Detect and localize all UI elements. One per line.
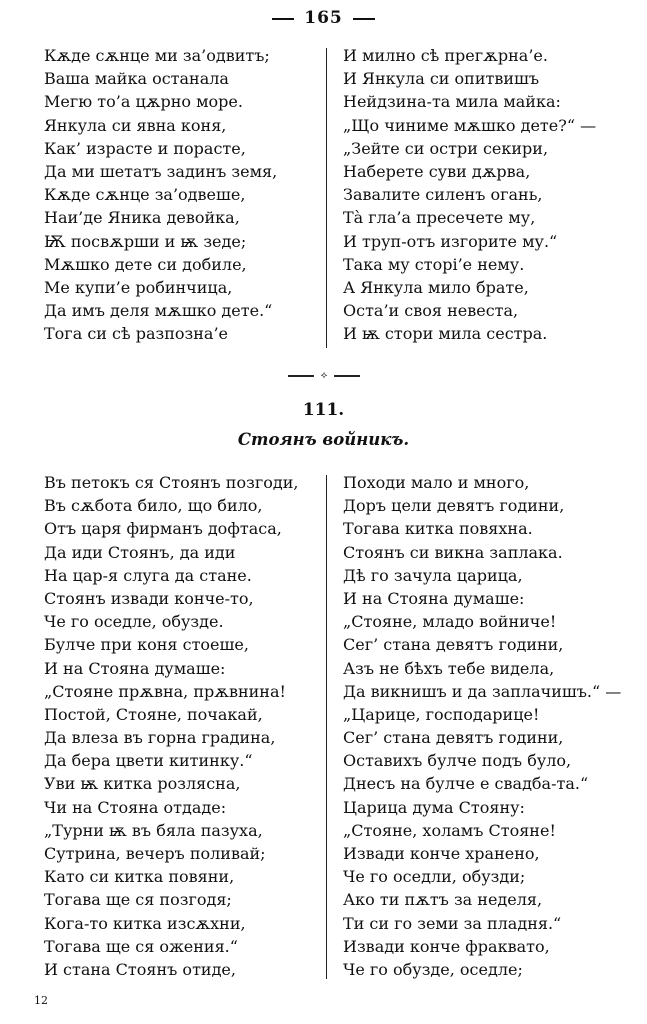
verse-line: Азъ не бѣхъ тебе видела, (343, 658, 555, 678)
verse-line: Янкула си явна коня, (44, 115, 227, 135)
verse-line: На цар-я слуга да стане. (44, 565, 252, 585)
verse-line: Сутрина, вечеръ поливай; (44, 844, 266, 863)
verse-line: Наи’де Яника девойка, (44, 208, 240, 228)
verse-line: Тогава ще ся позгодя; (44, 890, 232, 910)
verse-line: Да бера цвети китинку.“ (44, 751, 253, 771)
verse-line: „Що чиниме мѫшко дете?“ — (343, 115, 597, 135)
verse-line: И милно сѣ прегѫрна’е. (343, 46, 548, 65)
verse-line: Походи мало и много, (343, 473, 530, 492)
printer-signature: 12 (34, 994, 48, 1007)
section-separator (288, 372, 360, 380)
verse-line: Тогава китка повяхна. (343, 519, 533, 539)
song-title: Стоянъ войникъ. (237, 430, 410, 449)
header-dash-left (272, 18, 294, 20)
top-left-column (44, 44, 277, 345)
verse-line: Уви ѭ китка розлясна, (44, 774, 241, 794)
verse-line: Мѫшко дете си добиле, (44, 254, 247, 274)
verse-line: Как’ израсте и порасте, (44, 138, 246, 158)
verse-line: Мегю то’а цѫрно море. (44, 92, 243, 112)
verse-line: Наберете суви дѫрва, (343, 161, 531, 181)
verse-line: Доръ цели девятъ години, (343, 496, 565, 516)
verse-line: Оставихъ булче подъ було, (343, 751, 572, 771)
verse-line: Ѭ посвѫрши и ѭ зеде; (44, 231, 247, 251)
verse-line: Че го оседли, обузди; (343, 867, 526, 887)
verse-line: „Стояне, холамъ Стояне! (343, 820, 556, 840)
top-right-column (343, 44, 596, 345)
song-right-column (343, 471, 621, 981)
verse-line: Че го оседле, обузде. (44, 612, 224, 632)
verse-line: Извади конче фраквато, (343, 936, 550, 956)
verse-line: Стоянъ си викна заплака. (343, 542, 563, 562)
verse-line: Нейдзина-та мила майка: (343, 92, 561, 112)
verse-line: Тога си сѣ разпозна’е (44, 324, 229, 344)
verse-line: Да влеза въ горна градина, (44, 728, 276, 748)
separator-ornament-icon: ⟡ (320, 370, 328, 381)
column-divider (326, 48, 327, 348)
verse-line: Сег’ стана девятъ години, (343, 635, 564, 655)
verse-line: Ако ти пѫтъ за неделя, (343, 890, 543, 910)
song-left-column (44, 471, 298, 981)
verse-line: Сег’ стана девятъ години, (343, 728, 564, 748)
verse-line: Да иди Стоянъ, да иди (44, 542, 236, 562)
verse-line: Извади конче хранено, (343, 844, 540, 863)
verse-line: И стана Стоянъ отиде, (44, 959, 236, 979)
verse-line: И труп-отъ изгорите му.“ (343, 231, 558, 251)
verse-line: Да имъ деля мѫшко дете.“ (44, 301, 273, 321)
verse-line: А Янкула мило брате, (343, 277, 529, 297)
verse-line: „Зейте си остри секири, (343, 138, 549, 158)
verse-line: Постой, Стояне, почакай, (44, 704, 263, 724)
verse-line: Тà гла’а пресечете му, (343, 208, 536, 228)
song-number: 111. (302, 400, 345, 420)
verse-line: Оста’и своя невеста, (343, 301, 519, 321)
verse-line: И на Стояна думаше: (343, 588, 525, 608)
verse-line: Че го обузде, оседле; (343, 959, 523, 979)
verse-line: Дѣ го зачула царица, (343, 565, 523, 585)
verse-line: И на Стояна думаше: (44, 658, 226, 678)
verse-line: Царица дума Стояну: (343, 797, 525, 817)
verse-line: Да ми шетатъ задинъ земя, (44, 161, 278, 181)
verse-line: И Янкула си опитвишъ (343, 69, 540, 89)
verse-line: Тогава ще ся ожения.“ (44, 936, 238, 956)
column-divider (326, 475, 327, 979)
verse-line: Завалите силенъ огань, (343, 185, 543, 205)
verse-line: Ваша майка останала (44, 69, 229, 89)
verse-line: Ти си го земи за пладня.“ (343, 913, 562, 933)
page-number: 165 (304, 8, 343, 28)
verse-line: Като си китка повяни, (44, 867, 235, 887)
verse-line: Да викнишъ и да заплачишъ.“ — (343, 681, 622, 701)
verse-line: Ме купи’е робинчица, (44, 277, 233, 297)
verse-line: „Царице, господарице! (343, 704, 540, 724)
verse-line: Въ сѫбота било, що било, (44, 496, 263, 516)
verse-line: Кѫде сѫнце ми за’одвитъ; (44, 46, 270, 65)
verse-line: Кога-то китка изсѫхни, (44, 913, 246, 933)
verse-line: Така му сторі’е нему. (343, 254, 525, 274)
verse-line: Булче при коня стоеше, (44, 635, 249, 655)
page-header (0, 8, 647, 28)
verse-line: „Стояне, младо войниче! (343, 612, 557, 632)
verse-line: И ѭ стори мила сестра. (343, 324, 548, 344)
separator-bar-left (288, 375, 314, 377)
verse-line: „Турни ѭ въ бяла пазуха, (44, 820, 263, 840)
verse-line: Въ петокъ ся Стоянъ позгоди, (44, 473, 299, 492)
verse-line: „Стояне прѫвна, прѫвнина! (44, 681, 286, 701)
verse-line: Стоянъ извади конче-то, (44, 588, 254, 608)
verse-line: Днесъ на булче е свадба-та.“ (343, 774, 589, 794)
verse-line: Чи на Стояна отдаде: (44, 797, 227, 817)
separator-bar-right (334, 375, 360, 377)
verse-line: Отъ царя фирманъ дофтаса, (44, 519, 282, 539)
header-dash-right (353, 18, 375, 20)
verse-line: Кѫде сѫнце за’одвеше, (44, 185, 246, 205)
